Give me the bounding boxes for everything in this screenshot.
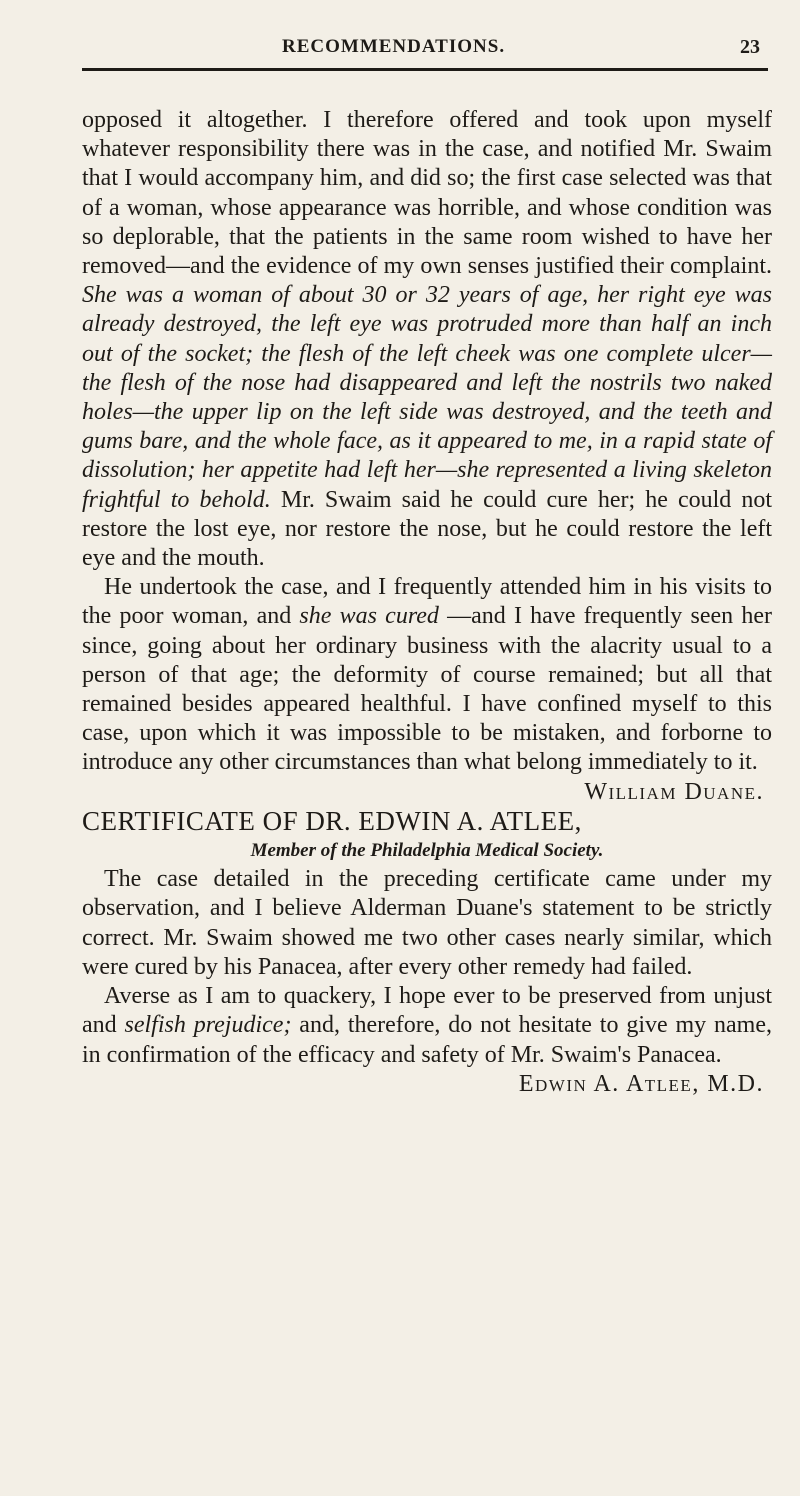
certificate-paragraph-2 <box>82 982 772 1070</box>
paragraph-1-part-c: Mr. Swaim said he could cure her; he could not restore the lost eye, nor restore the nose, but he could restore the left eye and the mouth. <box>82 486 772 572</box>
signature-william-duane: William Duane. <box>584 778 764 805</box>
signature-edwin-atlee: Edwin A. Atlee, M.D. <box>518 1070 764 1097</box>
certificate-paragraph-2-part-a: Averse as I am to quackery, I hope ever to be preserved from unjust and <box>82 983 772 1039</box>
certificate-paragraph-2-italic: selfish prejudice; <box>124 1012 292 1039</box>
running-head <box>230 36 760 64</box>
certificate-paragraph-2-part-c: and, therefore, do not hesitate to give my name, in confirmation of the efficacy and safety of Mr. Swaim's Panacea. <box>82 1012 773 1068</box>
paragraph-2 <box>82 573 772 777</box>
page-number: 23 <box>740 36 760 58</box>
certificate-paragraph-1: The case detailed in the preceding certificate came under my observation, and I believe Alderman Duane's statement to be strictly correct. Mr. Swaim showed me two other cases nearly similar, which were cured by his Panacea, after every other remedy had failed. <box>82 866 772 980</box>
paragraph-2-italic: she was cured <box>299 603 439 630</box>
running-title: RECOMMENDATIONS. <box>282 36 506 57</box>
certificate-heading: CERTIFICATE OF DR. EDWIN A. ATLEE, <box>82 805 582 836</box>
paragraph-1 <box>82 106 772 573</box>
paragraph-1-part-a: opposed it altogether. I therefore offered and took upon myself whatever responsibility there was in the case, and notified Mr. Swaim that I would accompany him, and did so; the first case selected was that of a woman, whose appearance was horrible, and whose condition was so deplorable, that the patients in the same room wished to have her removed—and the evidence of my own senses justified their complaint. <box>82 107 772 280</box>
paragraph-2-part-c: —and I have frequently seen her since, going about her ordinary business with the alacrity usual to a person of that age; the deformity of course remained; but all that remained besides appeared healthful. I have confined myself to this case, upon which it was impossible to be mistaken, and forborne to introduce any other circumstances than what belong immediately to it. <box>82 603 772 776</box>
paragraph-1-italic: She was a woman of about 30 or 32 years of age, her right eye was already destroyed, the left eye was protruded more than half an inch out of the socket; the flesh of the left cheek was one complete ulcer—the flesh of the nose had disappeared and left the nostrils two naked holes—the upper lip on the left side was destroyed, and the teeth and gums bare, and the whole face, as it appeared to me, in a rapid state of dissolution; her appetite had left her—she represented a living skeleton frightful to behold. <box>82 282 772 513</box>
body-text <box>82 106 772 1099</box>
header-rule <box>82 68 768 71</box>
certificate-subtitle: Member of the Philadelphia Medical Society. <box>250 840 604 862</box>
paragraph-2-part-a: He undertook the case, and I frequently attended him in his visits to the poor woman, and <box>82 574 772 630</box>
